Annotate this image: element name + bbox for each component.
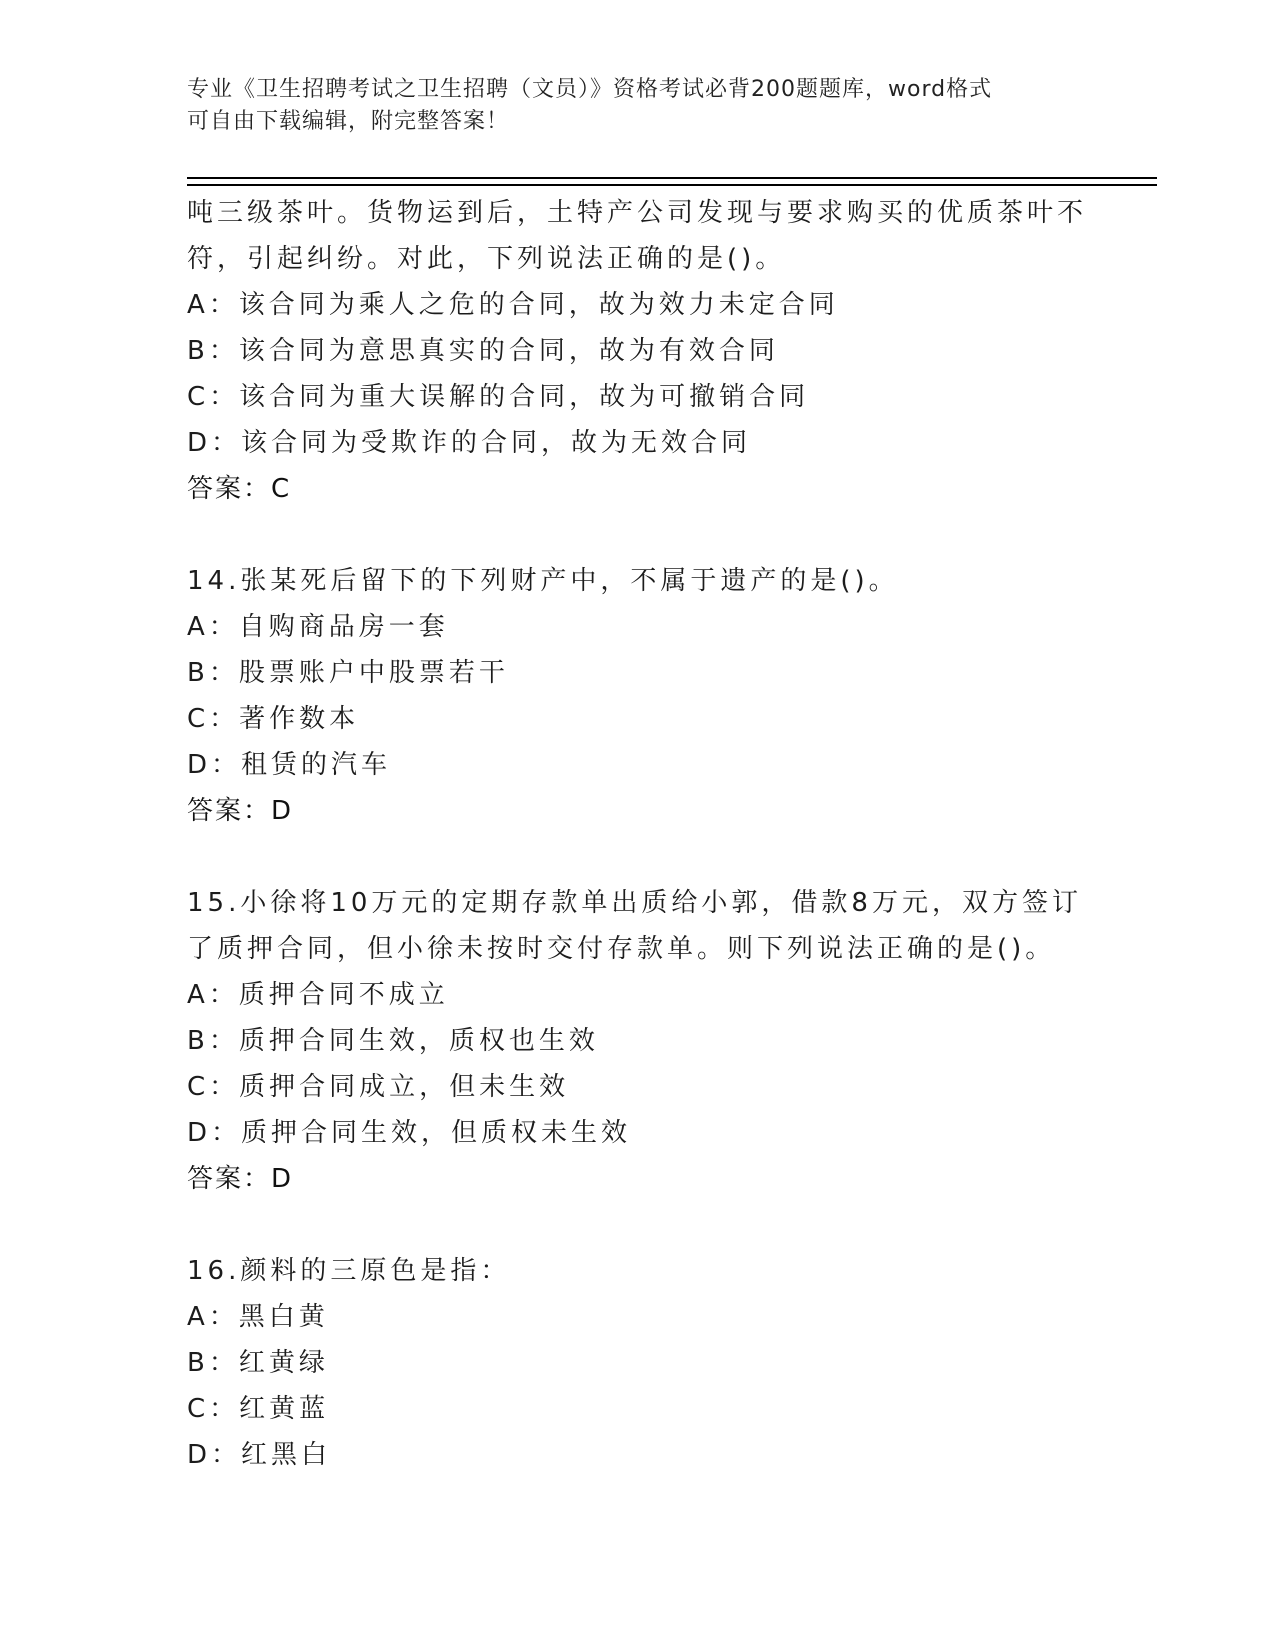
option-a: A：黑白黄 [187,1302,329,1332]
option-c: C：红黄蓝 [187,1394,330,1424]
option-a: A：质押合同不成立 [187,980,449,1010]
option-d: D：质押合同生效，但质权未生效 [187,1118,632,1148]
answer: 答案：D [187,1164,294,1194]
option-a: A：自购商品房一套 [187,612,449,642]
option-b: B：红黄绿 [187,1348,329,1378]
option-b: B：该合同为意思真实的合同，故为有效合同 [187,336,779,366]
answer: 答案：D [187,796,294,826]
question-16 [187,1248,1107,1478]
spacer [187,512,1107,558]
header-title-line-1: 专业《卫生招聘考试之卫生招聘（文员）》资格考试必背200题题库，word格式 [187,77,993,102]
option-b: B：股票账户中股票若干 [187,658,509,688]
question-15 [187,880,1107,1202]
spacer [187,1202,1107,1248]
option-c: C：著作数本 [187,704,360,734]
header-divider-bottom [187,184,1157,186]
question-text-line: 16.颜料的三原色是指： [187,1256,511,1286]
document-header [187,74,1067,138]
question-list [187,190,1107,1478]
spacer [187,834,1107,880]
option-d: D：租赁的汽车 [187,750,392,780]
header-title-line-2: 可自由下载编辑，附完整答案！ [187,109,510,134]
question-text-line: 吨三级茶叶。货物运到后，土特产公司发现与要求购买的优质茶叶不 [187,198,1088,228]
option-d: D：该合同为受欺诈的合同，故为无效合同 [187,428,752,458]
option-c: C：质押合同成立，但未生效 [187,1072,570,1102]
header-divider-top [187,177,1157,179]
question-text-line: 了质押合同，但小徐未按时交付存款单。则下列说法正确的是()。 [187,934,1056,964]
question-14 [187,558,1107,834]
question-13 [187,190,1107,512]
option-a: A：该合同为乘人之危的合同，故为效力未定合同 [187,290,839,320]
option-c: C：该合同为重大误解的合同，故为可撤销合同 [187,382,810,412]
question-text-line: 15.小徐将10万元的定期存款单出质给小郭，借款8万元，双方签订 [187,888,1082,918]
question-text-line: 14.张某死后留下的下列财产中，不属于遗产的是()。 [187,566,899,596]
option-d: D：红黑白 [187,1440,332,1470]
option-b: B：质押合同生效，质权也生效 [187,1026,599,1056]
question-text-line: 符，引起纠纷。对此，下列说法正确的是()。 [187,244,786,274]
answer: 答案：C [187,474,292,504]
